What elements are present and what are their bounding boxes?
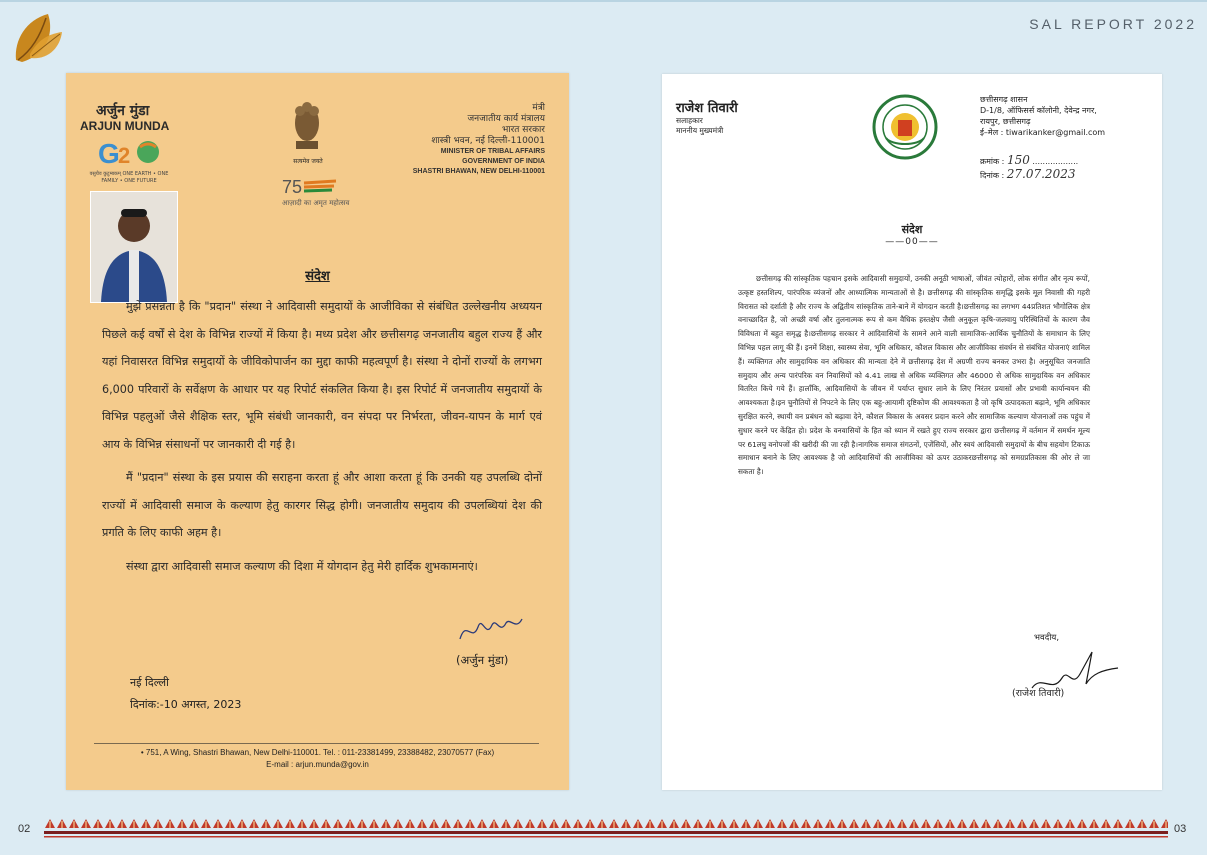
sender-designation xyxy=(676,116,723,136)
letter-paragraph: छत्तीसगढ़ की सांस्कृतिक पहचान इसके आदिवासी समुदायों, उनकी अनूठी भाषाओं, जीवंत त्योहारों, लोक संगीत और नृत्य रूपों, उत्कृष्ट हस्तशिल्प, पारंपरिक व्यंजनों और आध्यात्मिक मान्यताओं से है। छत्तीसगढ़ की सांस्कृतिक समृद्धि इसके मूल निवासी की गहरी विरासत को दर्शाती है और राज्य के अद्वितीय सांस्कृतिक ताने-बाने में योगदान करती है।छत्तीसगढ़ का लगभग 44प्रतिशत भौगोलिक क्षेत्र वनाच्छादित है, जो अच्छी वर्षा और तुलनात्मक रूप से कम वैधिक हस्तक्षेप जैसी अनुकूल कृषि-जलवायु परिस्थितियों के कारण जैव विविधता में बहुत समृद्ध है।छत्तीसगढ़ सरकार ने आदिवासियों के सामने आने वाली सामाजिक-आर्थिक चुनौतियों के समाधान के लिए विभिन्न पहल लागू की हैं। इनमें शिक्षा, स्वास्थ्य सेवा, भूमि अधिकार, कौशल विकास और आजीविका संवर्धन से संबंधित योजनाएं शामिल हैं। व्यक्तिगत और सामुदायिक वन अधिकार की मान्यता देने में छत्तीसगढ़ देश में अग्रणी राज्य बनकर उभरा है। अनुसूचित जनजाति समुदाय और अन्य पारंपरिक वन निवासियों को 4.41 लाख से अधिक व्यक्तिगत और 46000 से अधिक सामुदायिक वन अधिकार वितरित किये गये हैं। हालाँकि, आदिवासियों के जीवन में पर्याप्त सुधार लाने के लिए निरंतर प्रयासों और प्रभावी कार्यान्वयन की आवश्यकता है।इन चुनौतियों से निपटने के लिए एक बहु-आयामी दृष्टिकोण की आवश्यकता है जो कृषि उत्पादकता बढ़ाने, भूमि अधिकार सुरक्षित करने, स्थायी वन प्रबंधन को बढ़ावा देने, कौशल विकास के अवसर प्रदान करने और सामाजिक कल्याण योजनाओं तक पहुंच में सुधार करने पर केंद्रित हो। प्रदेश के वनवासियों के हित को ध्यान में रखते हुए राज्य सरकार द्वारा छत्तीसगढ़ में वर्तमान में समर्थन मूल्य पर 61लघु वनोपजों की खरीदी की जा रही है।नागरिक समाज संगठनों, एजेंसियों, और स्वयं आदिवासी समुदायों के बीच सहयोग टिकाऊ समाधान बनाने के लिए आवश्यक है जो आदिवासियों की आजीविका को ऊपर उठाकरछत्तीसगढ़ को समग्रप्रतिकास की ओर ले जा सकता है। xyxy=(738,274,1090,477)
closing: भवदीय, xyxy=(1034,633,1060,643)
letter-heading: संदेश xyxy=(305,269,330,284)
date-value: 27.07.2023 xyxy=(1006,167,1076,181)
page-number-left: 02 xyxy=(18,823,31,835)
signatory-label: (राजेश तिवारी) xyxy=(1012,688,1065,699)
footer-email: E-mail : arjun.munda@gov.in xyxy=(266,760,369,769)
letter-place: नई दिल्ली xyxy=(130,676,169,689)
letter-heading: संदेश xyxy=(901,223,923,236)
advisor-letter xyxy=(662,74,1162,790)
office-address xyxy=(980,94,1150,138)
ministry-line: भारत सरकार xyxy=(501,125,545,135)
ministry-line: मंत्री xyxy=(532,103,545,113)
office-line: रायपुर, छत्तीसगढ़ xyxy=(980,117,1031,126)
office-line: ई–मेल : tiwarikanker@gmail.com xyxy=(980,128,1106,137)
ministry-line-en: GOVERNMENT OF INDIA xyxy=(462,158,545,165)
letter-body xyxy=(102,293,542,586)
letter-paragraph: मुझे प्रसन्नता है कि "प्रदान" संस्था ने आदिवासी समुदायों के आजीविका से संबंधित उल्लेखनीय अध्ययन पिछले कई वर्षों से देश के विभिन्न राज्यों में किया है। मध्य प्रदेश और छत्तीसगढ़ जनजातीय बहुल राज्य हैं और यहां निवासरत विभिन्न समुदायों के जीविकोपार्जन का मुद्दा काफी महत्वपूर्ण है। संस्था ने दोनों राज्यों के लगभग 6,000 परिवारों के सर्वेक्षण के आधार पर यह रिपोर्ट संकलित किया है। इस रिपोर्ट में जनजातीय समुदायों के विभिन्न पहलुओं जैसे शैक्षिक स्तर, भूमि संबंधी जानकारी, वन संपदा पर निर्भरता, जीवन-यापन के मार्ग एवं आय के विभिन्न संसाधनों पर जानकारी दी गई है। xyxy=(102,300,542,451)
national-emblem-icon xyxy=(290,95,324,157)
signature-image xyxy=(456,609,526,649)
leaf-logo-icon xyxy=(8,10,66,66)
signatory-name-english: ARJUN MUNDA xyxy=(80,119,170,133)
letter-paragraph: मैं "प्रदान" संस्था के इस प्रयास की सराहना करता हूं और आशा करता हूं कि उनकी यह उपलब्धि दोनों राज्यों में आदिवासी समाज के कल्याण हेतु कारगर सिद्ध होगी। जनजातीय समुदाय की उपलब्धियां देश की प्रगति के लिए काफी अहम है। xyxy=(102,471,542,539)
ministry-line: जनजातीय कार्य मंत्रालय xyxy=(467,114,545,124)
decorative-border xyxy=(44,817,1168,847)
letter-date: दिनांक:-10 अगस्त, 2023 xyxy=(130,698,242,711)
emblem-caption: सत्यमेव जयते xyxy=(293,158,323,165)
svg-text:75: 75 xyxy=(282,177,303,197)
letter-subheading: ——00—— xyxy=(885,237,939,247)
designation-line: सलाहकार xyxy=(676,116,703,125)
azadi-text: आज़ादी का अमृत महोत्सव xyxy=(282,199,350,207)
svg-text:G: G xyxy=(98,138,120,169)
ministry-line: शास्त्री भवन, नई दिल्ली-110001 xyxy=(431,136,545,146)
g20-logo-icon xyxy=(96,135,166,169)
signatory-label: (अर्जुन मुंडा) xyxy=(456,653,509,667)
ministry-address xyxy=(345,103,545,177)
state-seal-icon xyxy=(872,94,938,160)
ref-value: 150 xyxy=(1006,153,1030,167)
report-title: SAL REPORT 2022 xyxy=(1029,16,1197,32)
minister-letter xyxy=(66,73,569,790)
ministry-line-en: SHASTRI BHAWAN, NEW DELHI-110001 xyxy=(412,168,545,175)
svg-text:2: 2 xyxy=(118,143,131,168)
sender-name: राजेश तिवारी xyxy=(676,101,738,116)
designation-line: माननीय मुख्यमंत्री xyxy=(676,126,724,135)
page-number-right: 03 xyxy=(1174,823,1187,835)
reference-block: क्रमांक : 150 .................. दिनांक : 27.07.2023 xyxy=(980,153,1079,181)
office-line: D-1/8, ऑफिसर्स कॉलोनी, देवेन्द्र नगर, xyxy=(980,106,1097,115)
minister-photo xyxy=(90,191,178,303)
letter-body xyxy=(738,272,1090,479)
azadi-logo-icon xyxy=(278,173,350,217)
top-rule xyxy=(0,0,1207,2)
g20-caption: वसुधैव कुटुम्बकम् ONE EARTH • ONE FAMILY • ONE FUTURE xyxy=(89,171,169,184)
footer-divider xyxy=(94,743,539,744)
date-label: दिनांक : xyxy=(980,171,1005,180)
letter-paragraph: संस्था द्वारा आदिवासी समाज कल्याण की दिशा में योगदान हेतु मेरी हार्दिक शुभकामनाएं। xyxy=(126,559,478,573)
ministry-line-en: MINISTER OF TRIBAL AFFAIRS xyxy=(440,148,545,155)
signatory-name-hindi: अर्जुन मुंडा xyxy=(96,103,150,119)
office-line: छत्तीसगढ़ शासन xyxy=(980,95,1028,104)
ref-label: क्रमांक : xyxy=(980,157,1005,166)
footer-address: • 751, A Wing, Shastri Bhawan, New Delhi-110001. Tel. : 011-23381499, 23388482, 23070577 (Fax) xyxy=(140,748,495,757)
